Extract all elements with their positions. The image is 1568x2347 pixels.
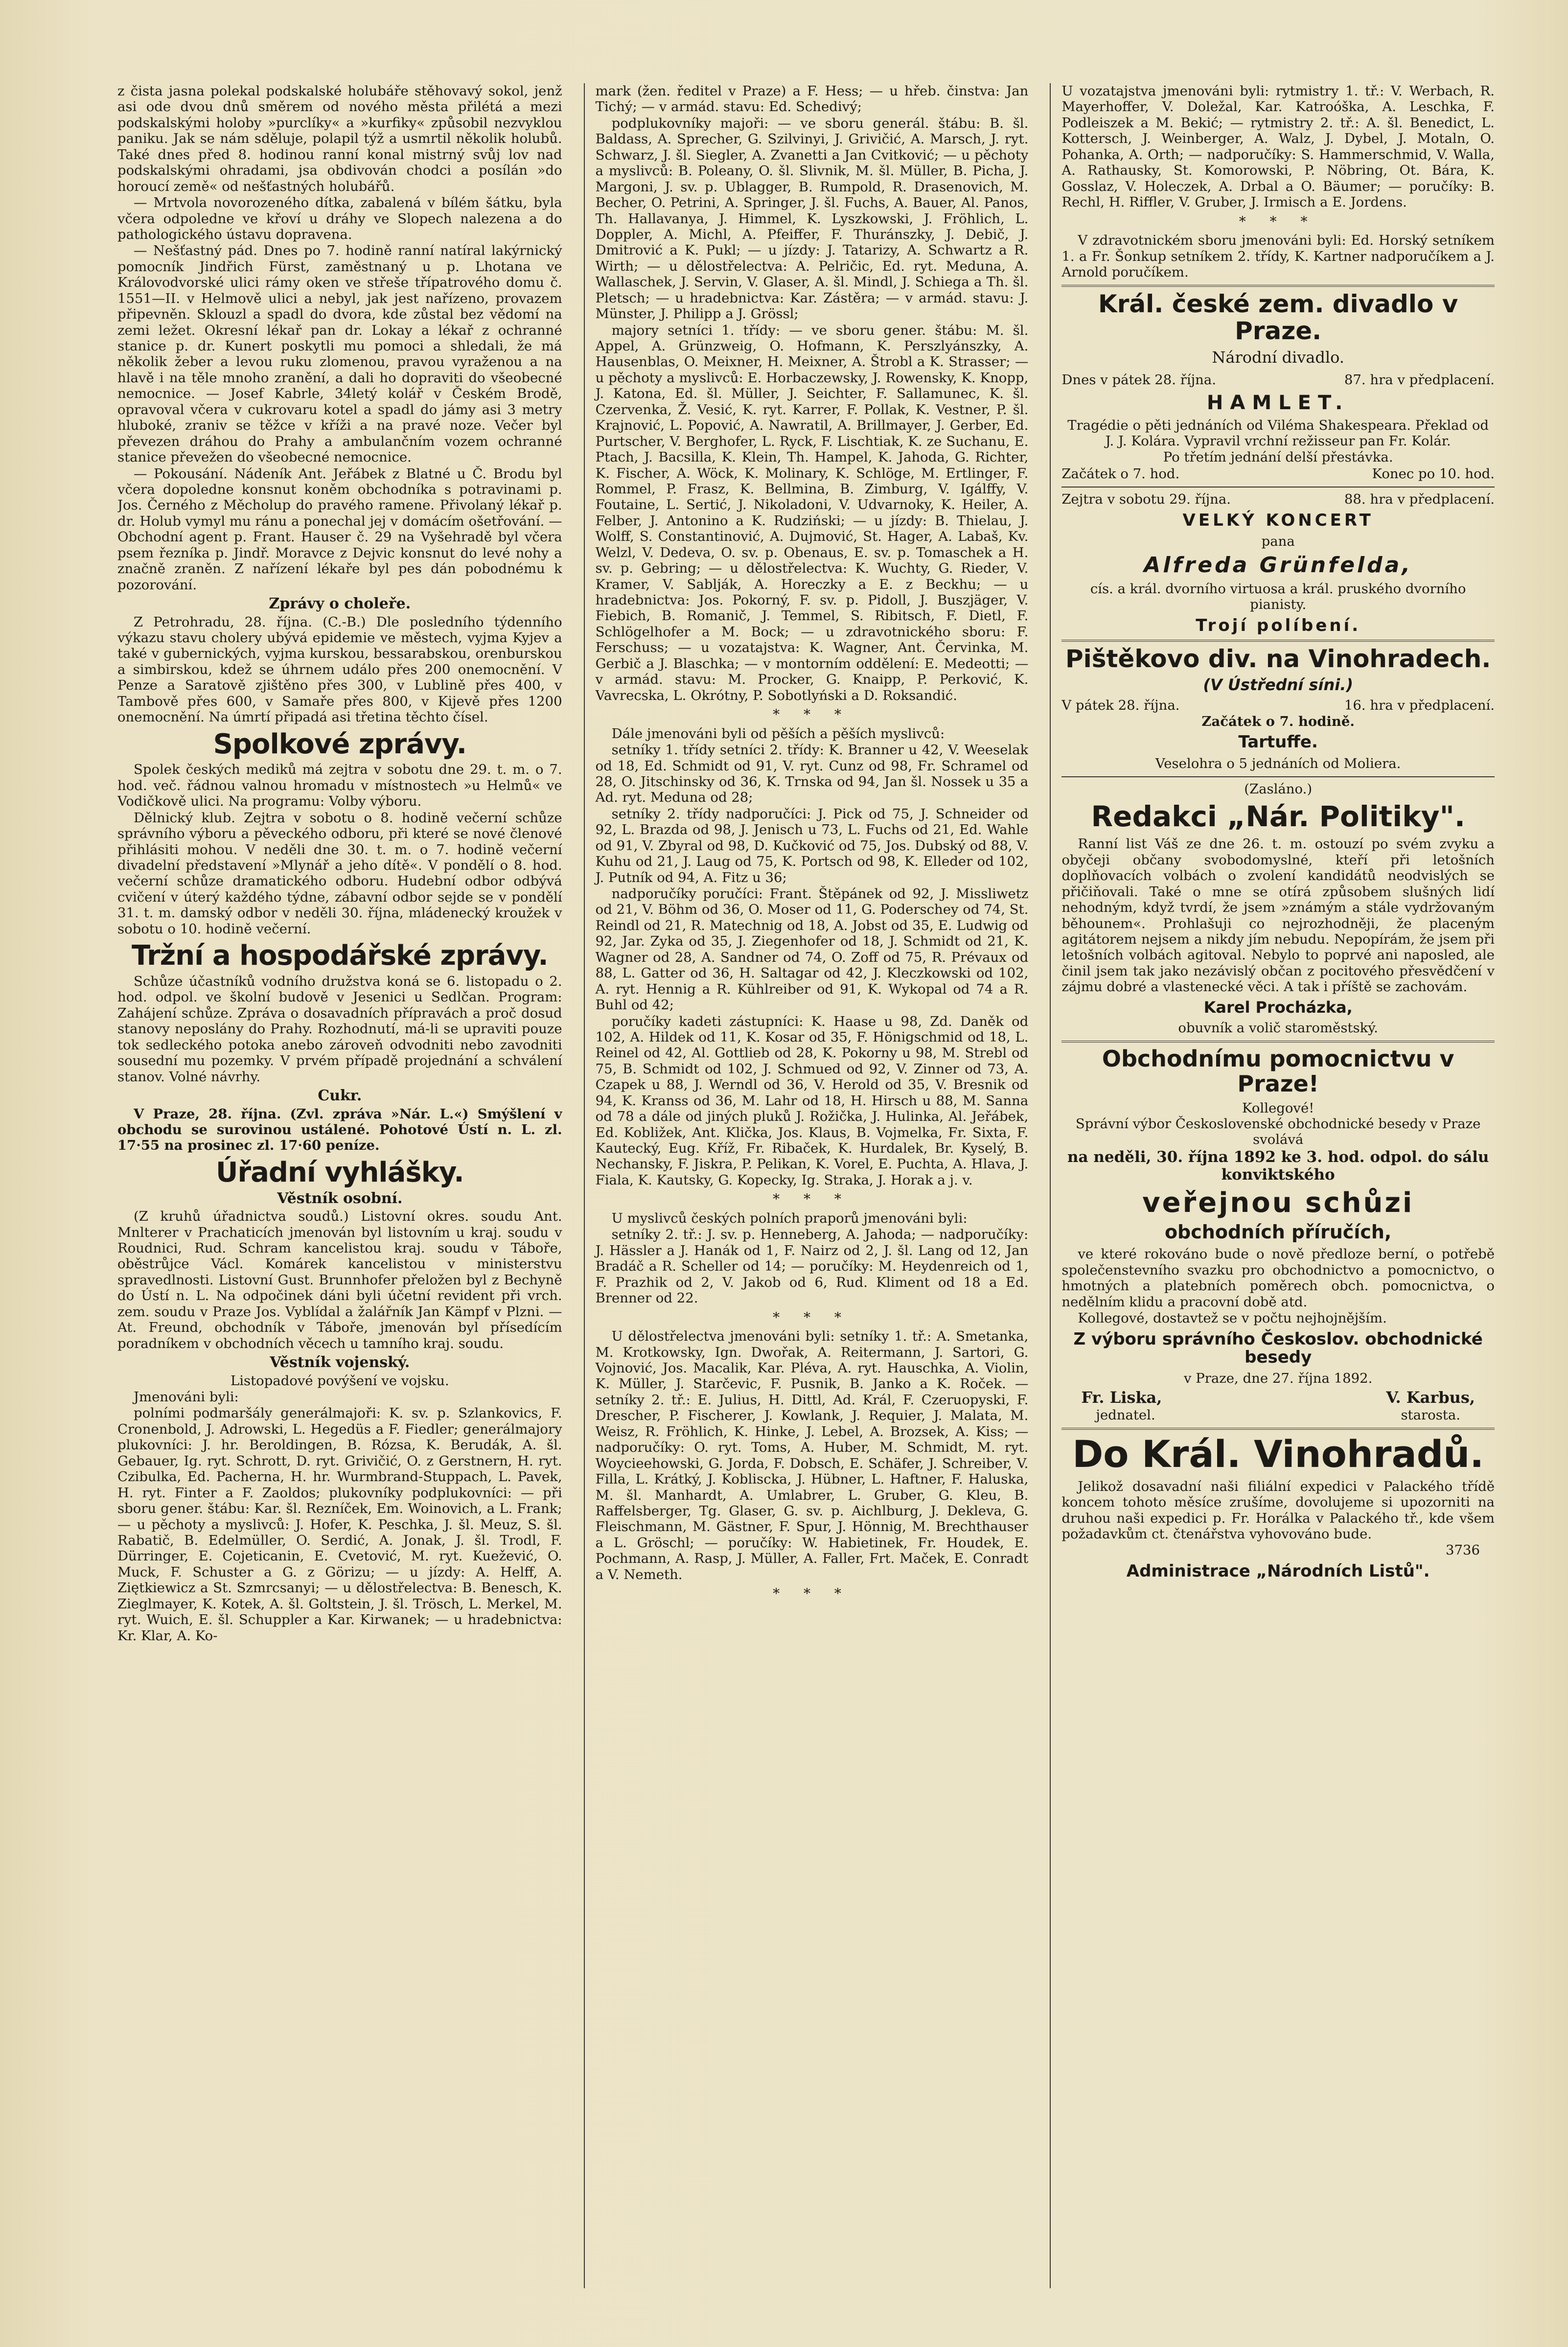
setniky-1: setníky 1. třídy setníci 2. třídy: K. Branner u 42, V. Weeselak od 18, Ed. Schmidt od 91, V. ryt. Cunz od 98, Fr. Schramel od 28, O. Jitschinsky od 36, K. Trnska od 94, Jan šl. Nossek u 35 a Ad. ryt. Meduna od 28; bbox=[595, 742, 1029, 806]
divider bbox=[1061, 285, 1495, 287]
vinohrady-play-number: 16. hra v předplacení. bbox=[1344, 697, 1495, 714]
article-sokol: z čista jasna polekal podskalské holubáře stěhovavý sokol, jenž asi ode dvou dnů směrem od nového města přilétá a mezi podskalskými holoby »purclíky« a »kurfiky« způsobil nezvyklou paniku. Jak se nám sděluje, polapil týž a usmrtil několik holubů. Také dnes před 8. hodinou ranní konal mistrný svůj lov nad podskalskými ohradami, jsa obdivován chodci a posílán »do horoucí země« od nešťastných holubářů. bbox=[117, 83, 562, 194]
article-mrtvola: — Mrtvola novorozeného dítka, zabalená v bílém šátku, byla včera odpoledne ve křoví u dráhy ve Slopech nalezena a do pathologického ústavu dopravena. bbox=[117, 195, 562, 242]
play-title-tartuffe: Tartuffe. bbox=[1238, 732, 1318, 752]
vinohrady-theatre-subheading: (V Ústřední síni.) bbox=[1203, 675, 1353, 695]
cukr-text: V Praze, 28. října. (Zvl. zpráva »Nár. L.«) Smýšlení v obchodu se surovinou ustálené. Pohotové Ústí n. L. zl. 17·55 na prosinec zl. 17·60 peníze. bbox=[117, 1106, 562, 1154]
kolegove: Kollegové! bbox=[1242, 1100, 1314, 1116]
signature-liska: Fr. Liska, bbox=[1081, 1388, 1162, 1407]
redakci-heading: Redakci „Nár. Politiky". bbox=[1091, 799, 1465, 833]
concert-date-row bbox=[1061, 491, 1495, 507]
podplukovniky: podplukovníky majoři: — ve sboru generál. štábu: B. šl. Baldass, A. Sprecher, G. Szilvinyi, J. Grivičić, A. Marsch, J. ryt. Schwarz, J. šl. Siegler, A. Zvanetti a Jan Cvitković; — u pěchoty a myslivců: B. Poleany, O. šl. Slivnik, M. šl. Müller, B. Picha, J. Margoni, J. sv. p. Ublagger, B. Rumpold, R. Drasenovich, M. Becher, O. Petrini, A. Springer, J. šl. Fuchs, A. Bauer, Al. Panos, Th. Hallavanya, J. Himmel, K. Lyszkowski, J. Fröhlich, L. Doppler, A. Michl, A. Pfeiffer, F. Thuránszky, J. Debič, J. Dmitrović a K. Pukl; — u jízdy: J. Tatarizy, A. Schwartz a R. Wirth; — u dělostřelectva: A. Pelričic, Ed. ryt. Meduna, A. Wallaschek, J. Servin, V. Glaser, A. šl. Mindl, J. Schiega a Th. šl. Pletsch; — u hradebnictva: Kar. Zástěra; — v armád. stavu: J. Münster, J. Philipp a J. Grössl; bbox=[595, 115, 1029, 322]
separator-stars: * * * bbox=[1239, 213, 1317, 230]
signature-prochazka-role: obuvník a volič staroměstský. bbox=[1178, 1020, 1378, 1036]
vojensky-intro: Jmenováni byli: bbox=[134, 1389, 239, 1405]
separator-stars: * * * bbox=[773, 1191, 851, 1208]
concert-date: Zejtra v sobotu 29. října. bbox=[1061, 491, 1231, 508]
article-pokousani: — Pokousání. Nádeník Ant. Jeřábek z Blatné u Č. Brodu byl včera dopoledne konsnut koněm obchodníka s potravinami p. Jos. Černého z Měcholup do pravého ramene. Přivolaný lékař p. dr. Holub vymyl mu ránu a ponechal jej v domácím ošetřování. — Obchodní agent p. Frant. Hauser č. 29 na Vyšehradě byl včera psem řezníka p. Jindř. Moravce z Dejvic konsnut do levé nohy a značně zraněn. Z nařízení lékaře byl pes dán pobodnému k pozorování. bbox=[117, 465, 562, 593]
role-jednatel: jednatel. bbox=[1096, 1407, 1155, 1423]
trzni-text: Schůze účastníků vodního družstva koná se 6. listopadu o 2. hod. odpol. ve školní budově v Jesenici u Sedlčan. Program: Zahájení schůze. Zpráva o dosavadních přípravách a proč dosud stanovy neposlány do Prahy. Rozhodnutí, má-li se upraviti pouze tok sedleckého potoka anebo zároveň odvodniti nebo zavodniti sousední mu pozemky. V prvém případě projednání a schválení stanov. Volné návrhy. bbox=[117, 973, 562, 1085]
vinohrady-date: V pátek 28. října. bbox=[1061, 697, 1180, 714]
vestnik-vojensky-heading: Věstník vojenský. bbox=[270, 1354, 410, 1371]
spolkove-zpravy-heading: Spolkové zprávy. bbox=[213, 728, 467, 760]
delostrelectvo-text: U dělostřelectva jmenováni byli: setníky 1. tř.: A. Smetanka, M. Krotkowsky, Ign. Dwořak, A. Reitermann, J. Sartori, G. Vojnović, Jos. Macalik, Kar. Pléva, A. ryt. Hauschka, A. Violin, K. Müller, J. Starčevic, F. Pusnik, B. Janko a K. Roček. — setníky 2. tř.: E. Julius, H. Dittl, Ad. Král, F. Czeruopyski, F. Drescher, P. Fischerer, J. Kowlank, J. Requier, J. Malata, M. Weisz, R. Fröhlich, K. Hinke, J. Lebel, A. Brozsek, A. Kiss; — nadporučíky: O. ryt. Toms, A. Huber, M. Schmidt, M. ryt. Woycieehowski, G. Jorda, F. Dobsch, E. Schäfer, J. Schreiber, V. Filla, L. Krátký, J. Kobliscka, J. Hübner, L. Haftner, F. Haluska, M. šl. Manhardt, A. Umlabrer, L. Gruber, G. Kleu, B. Raffelsberger, Tg. Glaser, G. sv. p. Aichlburg, J. Dekleva, G. Fleischmann, M. Gästner, F. Spur, J. Hönnig, M. Brechthauser a L. Gröschl; — poručíky: W. Habietinek, Fr. Houdek, E. Pochmann, A. Rasp, J. Müller, A. Faller, Frt. Maček, E. Conradt a V. Nemeth. bbox=[595, 1328, 1029, 1582]
vestnik-osobni-text: (Z kruhů úřadnictva soudů.) Listovní okres. soudu Ant. Mnlterer v Prachaticích jmenován byl listovním u kraj. soudu v Roudnici, Rud. Schram kancelistou kraj. soudu v Táboře, oběstrůjce Václ. Komárek kancelistou v ministerstvu spravedlnosti. Listovní Gust. Brunnhofer přeložen byl z Bechyně do Ústí n. L. Na odpočinek dáni byli účetní revident při vrch. zem. soudu v Praze Jos. Vyblídal a žalářník Jan Kämpf v Plzni. — At. Freund, obchodník v Táboře, jmenován byl přísedícím poradníkem v obchodních věcech u tamního kraj. soudu. bbox=[117, 1208, 562, 1351]
poruciky: poručíky kadeti zástupníci: K. Haase u 98, Zd. Daněk od 102, A. Hildek od 11, K. Kosar od 35, F. Hönigschmid od 18, L. Reinel od 42, Al. Gottlieb od 28, K. Pokorny u 98, M. Strebl od 75, B. Schmidt od 102, J. Schmued od 92, V. Zinner od 73, A. Czapek u 88, J. Werndl od 36, V. Herold od 35, V. Bresnik od 94, K. Kranss od 36, M. Lahr od 18, H. Hirsch u 88, M. Sanna od 78 a dále od jiných pluků J. Rožička, J. Hulinka, Al. Jeřábek, Ed. Kobližek, Ant. Klička, Jos. Klaus, B. Vojmelka, Fr. Sixta, F. Kautecký, Eug. Kříž, Fr. Ribaček, K. Hurdalek, Br. Kyselý, B. Nechansky, F. Jiskra, P. Pelikan, K. Vorel, E. Puchta, A. Hlava, J. Fiala, K. Kautsky, G. Kopecky, Ig. Straka, J. Horak a j. v. bbox=[595, 1013, 1029, 1188]
majory: majory setníci 1. třídy: — ve sboru gener. štábu: M. šl. Appel, A. Grünzweig, O. Hofmann, K. Perszlyánszky, A. Hausenblas, O. Meixner, H. Meixner, A. Štrobl a K. Strasser; — u pěchoty a myslivců: E. Horbaczewsky, J. Rowensky, K. Knopp, J. Katona, Ed. šl. Müller, J. Seichter, F. Sallamunec, K. šl. Czervenka, Ž. Vesić, K. ryt. Karrer, F. Pollak, K. Vestner, P. šl. Krajnović, L. Popović, A. Nawratil, A. Brillmayer, J. Gerber, Ed. Purtscher, V. Berghofer, L. Ryck, F. Lischtiak, K. ze Suchanu, E. Ptach, J. Bacsilla, K. Klein, Th. Hampel, K. Jahoda, G. Richter, K. Fischer, A. Wöck, K. Molinary, K. Schlöge, M. Ertlinger, F. Rommel, P. Frasz, K. Bellmina, B. Zimburg, V. Igálffy, V. Foutaine, L. Sertić, J. Nikoladoni, V. Udvarnoky, K. Heiler, A. Felber, J. Antonino a K. Rudziński; — u jízdy: B. Thielau, J. Wolff, S. Constantinović, A. Dujmović, St. Hager, A. Labaš, Kv. Welzl, V. Dedeva, O. sv. p. Obenaus, E. sv. p. Tomaschek a H. sv. p. Gebring; — u dělostřelectva: K. Wuchty, G. Rieder, V. Kramer, V. Sablják, A. Horeczky a E. z Beckhu; — u hradebnictva: Jos. Pokorný, F. sv. p. Pidoll, J. Buszjäger, V. Fiebich, B. Romanič, J. Temmel, S. Ribitsch, F. Dietl, F. Schlögelhofer a M. Bock; — u zdravotnického sboru: F. Ferschuss; — u vozatajstva: K. Wagner, Ant. Červinka, M. Gerbič a J. Blaschka; — v montorním oddělení: E. Medeotti; — v armád. stavu: M. Procker, G. Knaipp, P. Perković, K. Vavrecska, L. Okrótny, P. Sobotlyński a D. Roksandić. bbox=[595, 322, 1029, 703]
role-starosta: starosta. bbox=[1401, 1407, 1460, 1423]
signatures-row bbox=[1061, 1389, 1495, 1407]
uradni-vyhlasky-heading: Úřadní vyhlášky. bbox=[216, 1156, 464, 1188]
spolkove-text-1: Spolek českých mediků má zejtra v sobotu dne 29. t. m. o 7. hod. več. řádnou valnou hromadu v místnostech »u Helmů« ve Vodičkově ulici. Na programu: Volby výboru. bbox=[117, 762, 562, 810]
cholera-heading: Zprávy o choleře. bbox=[269, 595, 411, 612]
administrace-signature: Administrace „Národních Listů". bbox=[1126, 1561, 1430, 1581]
separator-stars: * * * bbox=[773, 706, 851, 723]
divider bbox=[1061, 1041, 1495, 1043]
vestnik-osobni-heading: Věstník osobní. bbox=[277, 1189, 403, 1207]
vinohrady-theatre-heading: Pištěkovo div. na Vinohradech. bbox=[1065, 645, 1491, 674]
vinohrady-date-row bbox=[1061, 697, 1495, 713]
nadporuciky: nadporučíky poručíci: Frant. Štěpánek od 92, J. Missliwetz od 21, V. Böhm od 36, O. Moser od 11, G. Poderschey od 74, St. Reindl od 21, R. Matechnig od 18, A. Jobst od 35, E. Ludwig od 92, Jar. Zyka od 35, J. Ziegenhofer od 18, J. Schmidt od 21, K. Wagner od 28, A. Sandner od 74, O. Zoff od 75, R. Prévaux od 88, L. Gatter od 36, H. Saltagar od 42, J. Kleczkowski od 102, A. ryt. Hennig a R. Kühlreiber od 91, K. Wykopal od 74 a R. Buhl od 42; bbox=[595, 886, 1029, 1013]
pesi-intro: Dále jmenováni byli od pěších a pěších myslivců: bbox=[611, 725, 945, 742]
zdravotnictvo-text: V zdravotnickém sboru jmenováni byli: Ed. Horský setníkem 1. a Fr. Šonkup setníkem 2. třídy, K. Kartner nadporučíkem a J. Arnold poručíkem. bbox=[1061, 232, 1495, 280]
zaslano-label: (Zasláno.) bbox=[1244, 781, 1313, 797]
separator-stars: * * * bbox=[773, 1585, 851, 1602]
concert-play-number: 88. hra v předplacení. bbox=[1344, 491, 1495, 508]
obchod-place: v Praze, dne 27. října 1892. bbox=[1183, 1371, 1373, 1387]
vojensky-text: polními podmaršály generálmajoři: K. sv. p. Szlankovics, F. Cronenbold, J. Adrowski, L. Hegedüs a F. Fiedler; generálmajory plukovníci: J. hr. Beroldingen, B. Rózsa, K. Berudák, A. šl. Gebauer, Ig. ryt. Schrott, D. ryt. Grivičić, O. z Gerstnern, H. ryt. Czibulka, Ed. Pacherna, H. hr. Wurmbrand-Stuppach, L. Pavek, H. ryt. Finter a F. Zaoldos; plukovníky podplukovníci: — při sboru gener. štábu: Kar. šl. Rezníček, Em. Woinovich, a L. Frank; — u pěchoty a myslivců: J. Hofer, K. Peschka, J. šl. Meuz, S. šl. Rabatič, B. Edelmüller, O. Serdić, A. Jonak, J. šl. Trodl, F. Dürringer, E. Cojeticanin, E. Cvetović, M. ryt. Kuežević, O. Muck, F. Schuster a G. z Görizu; — u jízdy: A. Helff, A. Ziętkiewicz a St. Szmrcsanyi; — u dělostřelectva: B. Benesch, K. Zieglmayer, K. Kotek, A. šl. Goltstein, J. šl. Trösch, L. Merkel, M. ryt. Wuich, E. šl. Schuppler a Kar. Kirwanek; — u hradebnictva: Kr. Klar, A. Ko- bbox=[117, 1405, 562, 1644]
concert-artist-description: cís. a král. dvorního virtuosa a král. pruského dvorního pianisty. bbox=[1090, 581, 1466, 613]
obchodnich-prirucich: obchodních příručích, bbox=[1164, 1221, 1392, 1243]
divider bbox=[1061, 776, 1495, 777]
play-title-hamlet: HAMLET. bbox=[1206, 391, 1350, 414]
theatre-subheading: Národní divadlo. bbox=[1212, 348, 1344, 367]
separator-stars: * * * bbox=[773, 1309, 851, 1325]
vojensky-subheading: Listopadové povýšení ve vojsku. bbox=[230, 1372, 449, 1389]
vojensky-continued: mark (žen. ředitel v Praze) a F. Hess; — u hřeb. činstva: Jan Tichý; — v armád. stavu: Ed. Schedivý; bbox=[595, 83, 1029, 115]
concert-title: VELKÝ KONCERT bbox=[1182, 510, 1374, 530]
obchod-text-3: Kollegové, dostavtež se v počtu nejhojnějším. bbox=[1078, 1310, 1387, 1326]
vinohrady-text: Jelikož dosavadní naši filiální expedici v Palackého třídě koncem tohoto měsíce zrušíme, dovolujeme si upozorniti na druhou naši expedici p. Fr. Horálka v Palackého tř., kde všem požadavkům ct. čtenářstva vyhovováno bude. bbox=[1061, 1478, 1495, 1542]
vinohrady-heading: Do Král. Vinohradů. bbox=[1072, 1432, 1484, 1476]
trzni-zpravy-heading: Tržní a hospodářské zprávy. bbox=[132, 940, 548, 972]
spolkove-text-2: Dělnický klub. Zejtra v sobotu o 8. hodině večerní schůze správního výboru a pěveckého odboru, při které se nové členové přihlásiti mohou. V neděli dne 30. t. m. o 7. hodině večerní divadelní představení »Mlynář a jeho dítě«. V pondělí o 8. hod. večerní schůze dramatického odboru. Hudební odbor odbývá cvičení v úterý každého týdne, zábavní odbor sejde se v pondělí 31. t. m. damský odbor v neděli 30. října, mládenecký kroužek v sobotu o 10. hodině večerní. bbox=[117, 810, 562, 937]
obchod-heading: Obchodnímu pomocnictvu v Praze! bbox=[1102, 1046, 1454, 1097]
myslivci-text: setníky 2. tř.: J. sv. p. Henneberg, A. Jahoda; — nadporučíky: J. Hässler a J. Hanák od 1, F. Nairz od 2, J. šl. Lang od 12, Jan Bradáč a R. Scheller od 14; — poručíky: M. Heydenreich od 1, F. Prazhik od 2, V. Jakob od 6, Rud. Kliment od 18 a Ed. Brenner od 22. bbox=[595, 1227, 1029, 1306]
column-2 bbox=[584, 83, 1029, 2288]
concert-pana: pana bbox=[1261, 534, 1295, 550]
hamlet-description: Tragédie o pěti jednáních od Viléma Shakespeara. Překlad od J. J. Kolára. Vypravil vrchní režisseur pan Fr. Kolár. bbox=[1067, 417, 1489, 449]
divider bbox=[1061, 487, 1495, 488]
theatre-play-number: 87. hra v předplacení. bbox=[1344, 372, 1495, 388]
vinohrady-number: 3736 bbox=[1446, 1542, 1480, 1558]
tartuffe-description: Veselohra o 5 jednáních od Moliera. bbox=[1155, 755, 1401, 771]
start-time: Začátek o 7. hod. bbox=[1061, 465, 1180, 482]
column-1 bbox=[117, 83, 562, 2288]
myslivci-intro: U myslivců českých polních praporů jmenováni byli: bbox=[611, 1210, 968, 1226]
theatre-heading: Král. české zem. divadlo v Praze. bbox=[1098, 290, 1458, 346]
divider bbox=[1061, 640, 1495, 642]
obchod-text-1: Správní výbor Československé obchodnické besedy v Praze svolává bbox=[1075, 1116, 1481, 1148]
obchod-date: na neděli, 30. října 1892 ke 3. hod. odpol. do sálu konviktského bbox=[1067, 1148, 1489, 1184]
theatre-time-row bbox=[1061, 466, 1495, 482]
hamlet-note: Po třetím jednání delší přestávka. bbox=[1163, 449, 1393, 465]
divider bbox=[1061, 1428, 1495, 1430]
theatre-date: Dnes v pátek 28. října. bbox=[1061, 372, 1217, 388]
column-3 bbox=[1050, 83, 1495, 2288]
cukr-heading: Cukr. bbox=[318, 1087, 362, 1105]
concert-artist: Alfreda Grünfelda, bbox=[1144, 552, 1413, 578]
article-nestastny-pad: — Nešťastný pád. Dnes po 7. hodině ranní natíral lakýrnický pomocník Jindřich Fürst, zaměstnaný u p. Lhotana ve Královodvorské ulici rámy oken ve střeše třípatrového domu č. 1551—II. v Helmově ulici a nebyl, jak jest nařízeno, provazem připevněn. Sklouzl a spadl do dvora, kde zůstal bez vědomí na zemi ležet. Okresní lékař pan dr. Lokay a lékař z ochranné stanice p. dr. Kunert poskytli mu pomoci a shledali, že má několik žeber a levou ruku zlomenou, pravou vyraženou a na hlavě i na těle mnoho zranění, a dali ho dopraviti do všeobecné nemocnice. — Josef Kabrle, 34letý kolář v Českém Brodě, opravoval včera v cukrovaru kotel a spadl do jámy asi 3 metry hluboké, zraniv se těžce v kříži a na pravé noze. Večer byl převezen dráhou do Prahy a ambulančním vozem ochranné stanice převežen do všeobecné nemocnice. bbox=[117, 243, 562, 465]
signature-karbus: V. Karbus, bbox=[1386, 1388, 1475, 1407]
signatures-roles-row bbox=[1061, 1407, 1495, 1423]
obchod-text-2: ve které rokováno bude o nově předloze berní, o potřebě společenstevního svazku pro obchodnictvo a pomocnictvo, o hmotných a platebních poměrech obch. pomocnictva, o nedělním klidu a pracovní době atd. bbox=[1061, 1246, 1495, 1310]
signature-prochazka: Karel Procházka, bbox=[1203, 998, 1353, 1017]
cholera-text: Z Petrohradu, 28. října. (C.-B.) Dle posledního týdenního výkazu stavu cholery ubývá epidemie ve městech, vyjma Kyjev a také v gubernických, vyjma kurskou, bessarabskou, orenburskou a simbirskou, kdež se úhrnem událo přes 200 onemocnění. V Penze a Saratově zjištěno přes 300, v Lublině přes 400, v Tambově přes 600, v Samaře přes 800, v Kijevě přes 1200 onemocnění. Na úmrtí připadá asi třetina těchto čísel. bbox=[117, 614, 562, 725]
obchod-from: Z výboru správního Českoslov. obchodnické besedy bbox=[1073, 1329, 1483, 1368]
verejnou-schuzi: veřejnou schůzi bbox=[1142, 1187, 1414, 1219]
vinohrady-start: Začátek o 7. hodině. bbox=[1201, 713, 1355, 729]
vozatajstvo-text: U vozatajstva jmenováni byli: rytmistry 1. tř.: V. Werbach, R. Mayerhoffer, V. Doležal, Kar. Katroóška, A. Leschka, F. Podleiszek a M. Bekić; — rytmistry 2. tř.: A. šl. Benedict, L. Kottersch, J. Weinberger, A. Walz, J. Dybel, J. Motaln, O. Pohanka, A. Orth; — nadporučíky: S. Hammerschmid, V. Walla, A. Rathausky, St. Komorowski, P. Nöbring, Ot. Bára, K. Gosslaz, V. Holeczek, A. Drbal a O. Bäumer; — poručíky: B. Rechl, H. Riffler, V. Gruber, J. Irmisch a E. Jordens. bbox=[1061, 83, 1495, 210]
end-time: Konec po 10. hod. bbox=[1372, 465, 1495, 482]
redakci-text: Ranní list Váš ze dne 26. t. m. ostouzí po svém zvyku a obyčeji občany svobodomyslné, kteří při letošních doplňovacích volbách o zvolení kandidátů neodvislých se přičiňovali. Také o mne se otírá způsobem slušných lidí nehodným, když tvrdí, že jsem »známým a stále vydržovaným běhounem«. Prohlašuji co nejrozhodněji, že placeným agitátorem nejsem a nikdy jím nebudu. Nepopírám, že jsem při letošních volbách agitoval. Nebylo to poprvé ani naposled, ale činil jsem tak jako nezávislý občan z pocitového přesvědčení v zájmu dobré a vlastenecké věci. A tak i příště se zachovám. bbox=[1061, 836, 1495, 995]
concert-play: Trojí políbení. bbox=[1196, 615, 1361, 635]
theatre-date-row bbox=[1061, 372, 1495, 388]
setniky-2: setníky 2. třídy nadporučíci: J. Pick od 75, J. Schneider od 92, L. Brazda od 98, J. Jenisch u 73, L. Fuchs od 21, Ed. Wahle od 91, V. Zbyral od 98, D. Kučković od 75, Jos. Dubský od 88, V. Kuhu od 21, J. Laug od 75, K. Portsch od 98, K. Elleder od 102, J. Putník od 94, A. Fitz u 36; bbox=[595, 806, 1029, 885]
